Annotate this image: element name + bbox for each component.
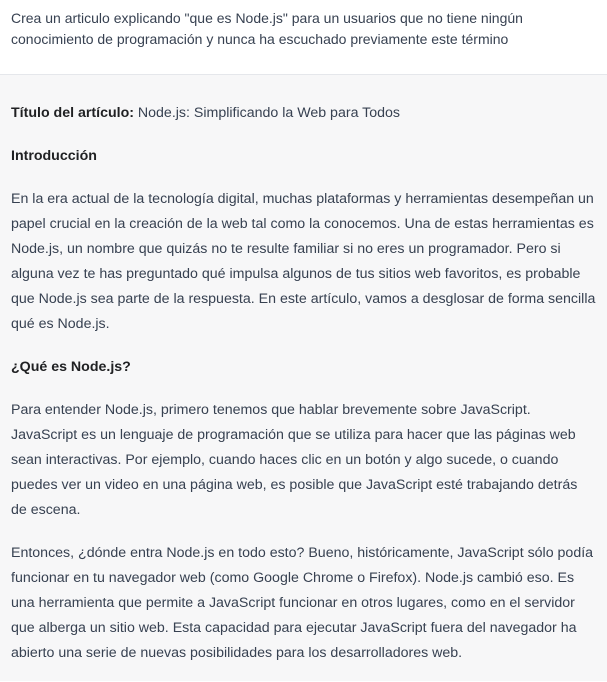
article-title-value: Node.js: Simplificando la Web para Todos [133,105,400,121]
section-heading [11,355,596,380]
assistant-message [0,75,607,681]
section-paragraph-1: Para entender Node.js, primero tenemos que hablar brevemente sobre JavaScript. JavaScript es un lenguaje de programación que se utiliza para hacer que las páginas web sean interactivas. Por ejemplo, cuando haces clic en un botón y algo sucede, o cuando puedes ver un video en una página web, es posible que JavaScript esté trabajando detrás de escena. [11,402,578,518]
intro-paragraph: En la era actual de la tecnología digital, muchas plataformas y herramientas desempeñan un papel crucial en la creación de la web tal como la conocemos. Una de estas herramientas es Node.js, un nombre que quizás no te resulte familiar si no eres un programador. Pero si alguna vez te has preguntado qué impulsa algunos de tus sitios web favoritos, es probable que Node.js sea parte de la respuesta. En este artículo, vamos a desglosar de forma sencilla qué es Node.js. [11,191,596,332]
article-title-label: Título del artículo: [11,105,134,121]
intro-heading-text: Introducción [11,148,97,164]
section-paragraph-2: Entonces, ¿dónde entra Node.js en todo esto? Bueno, históricamente, JavaScript sólo podía funcionar en tu navegador web (como Google Chrome o Firefox). Node.js cambió eso. Es una herramienta que permite a JavaScript funcionar en otros lugares, como en el servidor que alberga un sitio web. Esta capacidad para ejecutar JavaScript fuera del navegador ha abierto una serie de nuevas posibilidades para los desarrolladores web. [11,545,594,661]
user-message [0,0,607,75]
article-title-line [11,101,596,126]
user-message-text: Crea un articulo explicando "que es Node.js" para un usuarios que no tiene ningún conocimiento de programación y nunca ha escuchado previamente este término [11,10,523,47]
intro-heading [11,144,596,169]
section-heading-text: ¿Qué es Node.js? [11,359,131,375]
